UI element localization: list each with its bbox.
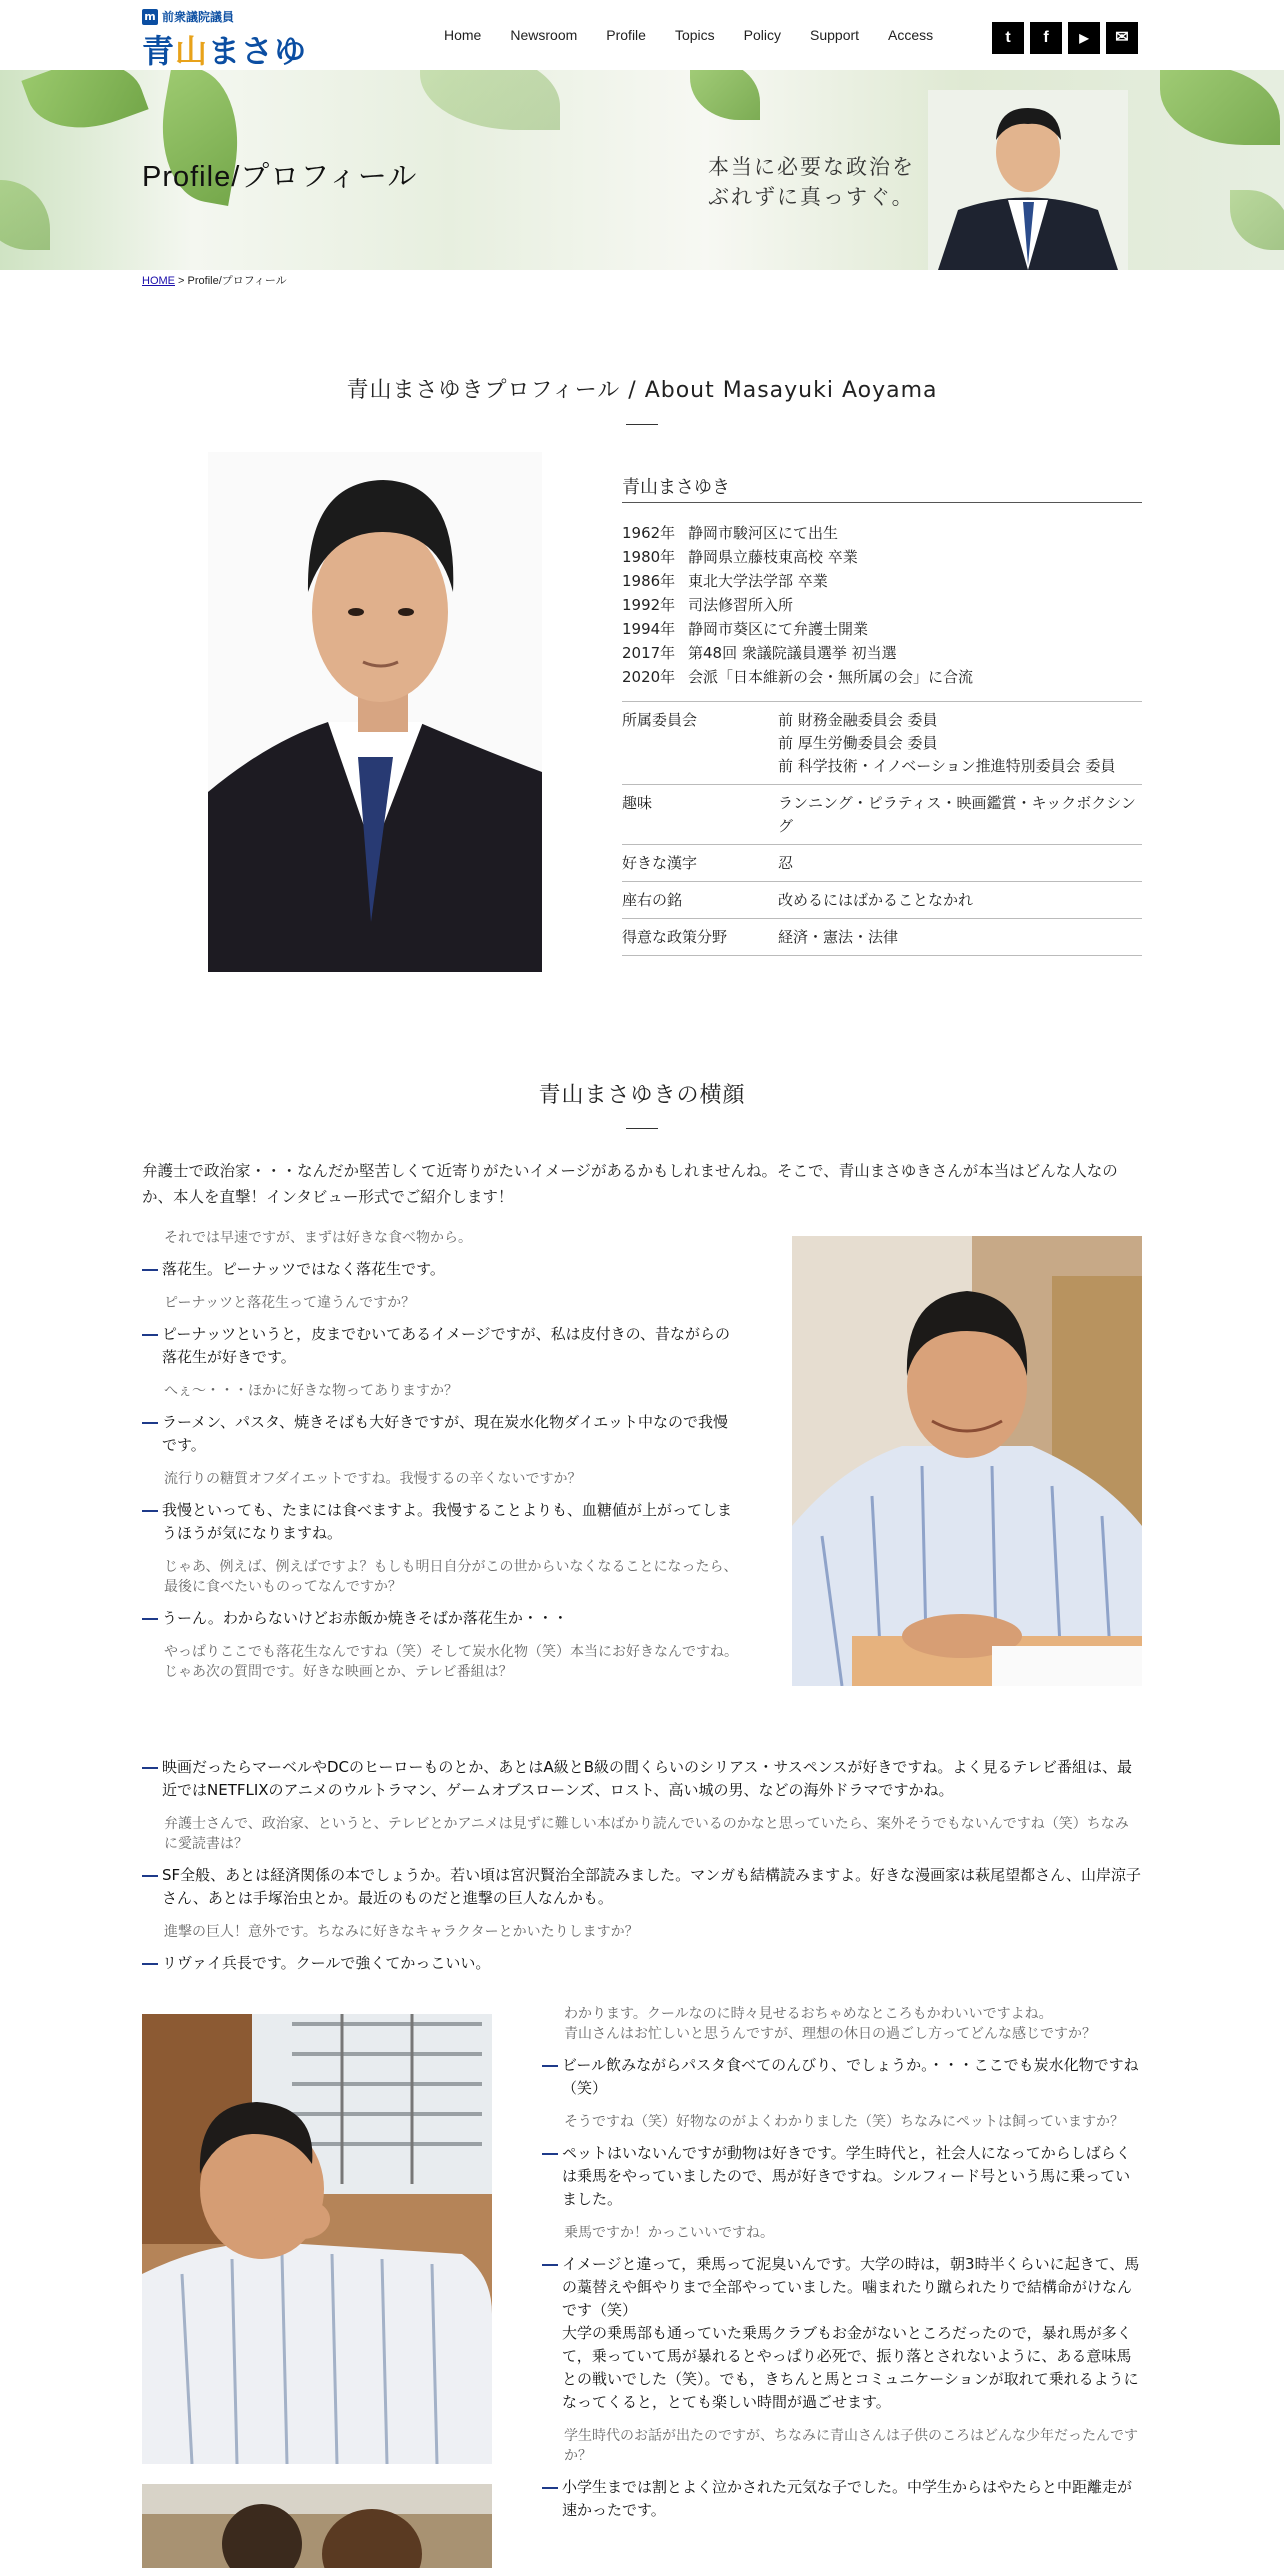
interview-question: それでは早速ですが、まずは好きな食べ物から。 [164,1230,472,1246]
info-key: 座右の銘 [622,891,683,909]
history-text: 静岡市駿河区にて出生 [688,524,839,542]
logo-name-part-2: 山 [175,32,209,70]
history-year: 1986年 [622,572,676,590]
interview-question: やっぱりここでも落花生なんですね（笑）そして炭水化物（笑）本当にお好きなんですね。 じゃあ次の質問です。好きな映画とか、テレビ番組は？ [164,1644,738,1680]
interview-answer: リヴァイ兵長です。クールで強くてかっこいい。 [142,1952,1142,1975]
profile-section-title: 青山まさゆきプロフィール / About Masayuki Aoyama [346,378,938,403]
history-text: 静岡市葵区にて弁護士開業 [688,620,869,638]
history-item [622,569,1142,593]
interview-question: 進撃の巨人！意外です。ちなみに好きなキャラクターとかいたりしますか？ [164,1924,639,1940]
history-year: 1994年 [622,620,676,638]
committee-item: 前 財務金融委員会 委員 [778,711,938,729]
history-text: 会派「日本維新の会・無所属の会」に合流 [688,668,974,686]
interview-answer: ラーメン、パスタ、焼きそばも大好きですが、現在炭水化物ダイエット中なので我慢です。 [142,1411,742,1457]
site-header [0,0,1284,70]
section-divider [626,1128,658,1129]
history-year: 2017年 [622,644,676,662]
info-key: 得意な政策分野 [622,928,728,946]
profile-name: 青山まさゆき [622,473,1142,503]
info-value: 経済・憲法・法律 [778,928,899,946]
info-key: 所属委員会 [622,711,698,729]
interview-answer: イメージと違って，乗馬って泥臭いんです。大学の時は，朝3時半くらいに起きて、馬の藁替えや餌やりまで全部やっていました。噛まれたり蹴られたりで結構命がけなんです（笑） 大学の乗馬部も通っていた乗馬クラブもお金がないところだったので，暴れ馬が多くて，乗っていて馬が暴れるとやっぱり必死で、振り落とされないように、ある意味馬との戦いでした（笑）。でも，きちんと馬とコミュニケーションが取れて乗れるようになってくると，とても楽しい時間が過ごせます。 [542,2253,1142,2414]
interview-answer: 小学生までは割とよく泣かされた元気な子でした。中学生からはやたらと中距離走が速かったです。 [542,2476,1142,2522]
main-nav [444,27,962,43]
nav-access[interactable]: Access [888,27,934,43]
interview-photo-horse [142,2484,492,2568]
history-item [622,641,1142,665]
interview-answer: 我慢といっても、たまには食べますよ。我慢することよりも、血糖値が上がってしまうほうが気になりますね。 [142,1499,742,1545]
info-row-committee [622,702,1142,785]
interview-answer: ピーナッツというと，皮までむいてあるイメージですが、私は皮付きの、昔ながらの落花生が好きです。 [142,1323,742,1369]
history-text: 第48回 衆議院議員選挙 初当選 [688,644,897,662]
interview-question: 学生時代のお話が出たのですが、ちなみに青山さんは子供のころはどんな少年だったんですか？ [564,2428,1138,2464]
interview-answer: ペットはいないんですが動物は好きです。学生時代と，社会人になってからしばらくは乗馬をやっていましたので、馬が好きですね。シルフィード号という馬に乗っていました。 [542,2142,1142,2211]
info-row-policy [622,919,1142,956]
breadcrumb-home-link[interactable]: HOME [142,275,175,287]
interview-question: 流行りの糖質オフダイエットですね。我慢するの辛くないですか？ [164,1471,582,1487]
interview-question: 弁護士さんで、政治家、というと、テレビとかアニメは見ずに難しい本ばかり読んでいるのかなと思っていたら、案外そうでもないんですね（笑）ちなみに愛読書は？ [164,1816,1129,1852]
logo-subtitle [142,8,234,25]
interview-intro: 弁護士で政治家・・・なんだか堅苦しくて近寄りがたいイメージがあるかもしれませんね。そこで、青山まさゆきさんが本当はどんな人なのか、本人を直撃！インタビュー形式でご紹介します！ [142,1162,1118,1206]
youtube-icon[interactable]: ▶ [1068,22,1100,54]
mail-icon[interactable]: ✉ [1106,22,1138,54]
committee-item: 前 科学技術・イノベーション推進特別委員会 委員 [778,757,1116,775]
interview-question: ピーナッツと落花生って違うんですか？ [164,1295,416,1311]
facebook-icon[interactable]: f [1030,22,1062,54]
interview-block-2 [142,1756,1142,1987]
history-text: 静岡県立藤枝東高校 卒業 [688,548,858,566]
page-title: Profile/プロフィール [142,161,418,193]
history-list [622,521,1142,689]
history-item [622,521,1142,545]
info-row-hobby [622,785,1142,845]
interview-question: へぇ～・・・ほかに好きな物ってありますか？ [164,1383,458,1399]
breadcrumb [142,272,287,288]
logo-name-part-1: 青 [142,32,176,70]
leaf-decoration [420,70,560,130]
interview-photo-office [142,2014,492,2464]
logo-subtitle-text: 前衆議院議員 [162,10,235,24]
social-links [992,22,1138,54]
history-item [622,593,1142,617]
info-value: ランニング・ピラティス・映画鑑賞・キックボクシング [778,794,1136,835]
history-item [622,617,1142,641]
info-value: 忍 [778,854,794,872]
hero-portrait-photo [928,90,1128,270]
hero-slogan-line-1: 本当に必要な政治を [708,155,915,179]
info-value [778,709,1142,778]
interview-answer: SF全般、あとは経済関係の本でしょうか。若い頃は宮沢賢治全部読みました。マンガも結構読みますよ。好きな漫画家は萩尾望都さん、山岸涼子さん、あとは手塚治虫とか。最近のものだと進撃の巨人なんかも。 [142,1864,1142,1910]
interview-block-3 [542,2004,1142,2534]
leaf-decoration [1160,70,1280,145]
committee-item: 前 厚生労働委員会 委員 [778,734,938,752]
profile-info-table [622,701,1142,956]
interview-question: 乗馬ですか！かっこいいですね。 [564,2225,774,2241]
interview-section-title: 青山まさゆきの横顔 [538,1083,746,1108]
info-row-motto [622,882,1142,919]
history-year: 1992年 [622,596,676,614]
history-text: 東北大学法学部 卒業 [688,572,828,590]
nav-newsroom[interactable]: Newsroom [510,27,578,43]
section-divider [626,424,658,425]
breadcrumb-current: > Profile/プロフィール [175,275,287,287]
history-year: 2020年 [622,668,676,686]
leaf-decoration [690,70,760,120]
hero-banner [0,70,1284,270]
interview-block-1 [142,1228,742,1692]
interview-photo-seated [792,1236,1142,1686]
nav-home[interactable]: Home [444,27,482,43]
logo-name-part-3: まさゆ [208,32,308,70]
info-key: 好きな漢字 [622,854,698,872]
interview-answer: 映画だったらマーベルやDCのヒーローものとか、あとはA級とB級の間くらいのシリアス・サスペンスが好きですね。よく見るテレビ番組は、最近ではNETFLIXのアニメのウルトラマン、ゲームオブスローンズ、ロスト、高い城の男、などの海外ドラマですかね。 [142,1756,1142,1802]
profile-portrait-photo [208,452,542,972]
info-row-kanji [622,845,1142,882]
history-text: 司法修習所入所 [688,596,794,614]
nav-policy[interactable]: Policy [743,27,781,43]
history-year: 1980年 [622,548,676,566]
interview-answer: 落花生。ピーナッツではなく落花生です。 [142,1258,742,1281]
interview-question: わかります。クールなのに時々見せるおちゃめなところもかわいいですよね。 青山さんはお忙しいと思うんですが、理想の休日の過ごし方ってどんな感じですか？ [564,2006,1096,2042]
leaf-decoration [1230,190,1284,250]
nav-support[interactable]: Support [810,27,860,43]
profile-details [622,473,1142,956]
leaf-decoration [21,70,148,147]
info-key: 趣味 [622,794,653,812]
hero-slogan [708,152,915,212]
logo-mark-icon: m [142,9,158,25]
history-item [622,665,1142,689]
interview-question: そうですね（笑）好物なのがよくわかりました（笑）ちなみにペットは飼っていますか？ [564,2114,1124,2130]
history-item [622,545,1142,569]
interview-answer: ビール飲みながらパスタ食べてのんびり、でしょうか。・・・ここでも炭水化物ですね（笑） [542,2054,1142,2100]
info-value: 改めるにはばかることなかれ [778,891,974,909]
history-year: 1962年 [622,524,676,542]
site-logo[interactable] [142,8,332,70]
nav-profile[interactable]: Profile [606,27,646,43]
twitter-icon[interactable]: t [992,22,1024,54]
interview-answer: うーん。わからないけどお赤飯か焼きそばか落花生か・・・ [142,1607,742,1630]
interview-question: じゃあ、例えば、例えばですよ？もしも明日自分がこの世からいなくなることになったら、最後に食べたいものってなんですか？ [164,1559,738,1595]
hero-slogan-line-2: ぶれずに真っすぐ。 [708,185,915,209]
leaf-decoration [0,180,50,250]
nav-topics[interactable]: Topics [674,27,715,43]
